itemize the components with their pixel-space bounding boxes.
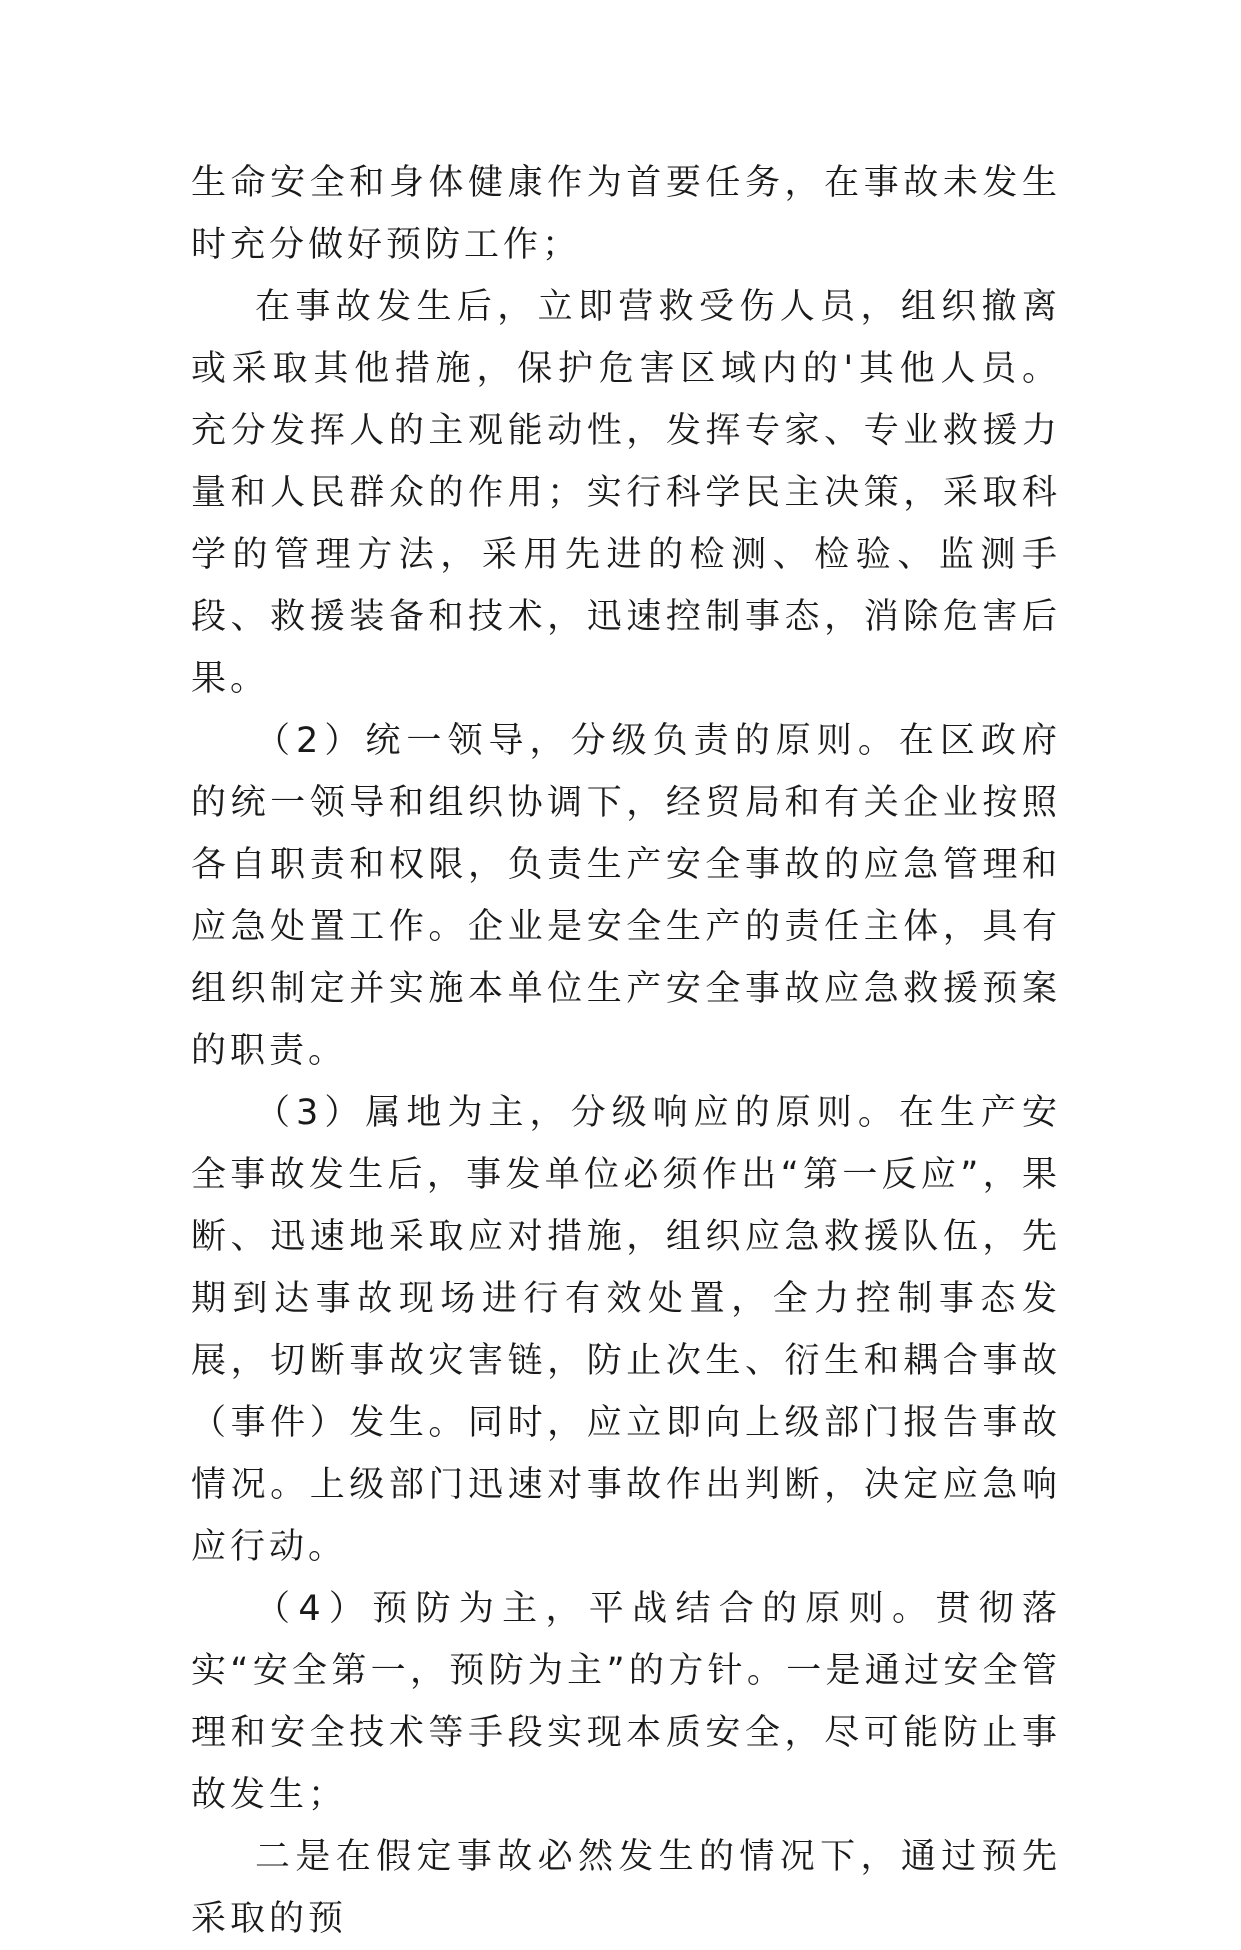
paragraph-6: 二是在假定事故必然发生的情况下，通过预先采取的预 bbox=[191, 1837, 1061, 1939]
paragraph-1: 生命安全和身体健康作为首要任务，在事故未发生时充分做好预防工作； bbox=[191, 163, 1061, 265]
paragraph-3: （2）统一领导，分级负责的原则。在区政府的统一领导和组织协调下，经贸局和有关企业按照各自职责和权限，负责生产安全事故的应急管理和应急处置工作。企业是安全生产的责任主体，具有组织制定并实施本单位生产安全事故应急救援预案的职责。 bbox=[191, 721, 1061, 1071]
paragraph-4: （3）属地为主，分级响应的原则。在生产安全事故发生后，事发单位必须作出“第一反应”，果断、迅速地采取应对措施，组织应急救援队伍，先期到达事故现场进行有效处置，全力控制事态发展，切断事故灾害链，防止次生、衍生和耦合事故（事件）发生。同时，应立即向上级部门报告事故情况。上级部门迅速对事故作出判断，决定应急响应行动。 bbox=[191, 1093, 1061, 1567]
paragraph-5: （4）预防为主，平战结合的原则。贯彻落实“安全第一，预防为主”的方针。一是通过安全管理和安全技术等手段实现本质安全，尽可能防止事故发生； bbox=[191, 1589, 1061, 1815]
paragraph-2: 在事故发生后，立即营救受伤人员，组织撤离或采取其他措施，保护危害区域内的'其他人员。充分发挥人的主观能动性，发挥专家、专业救援力量和人民群众的作用；实行科学民主决策，采取科学的管理方法，采用先进的检测、检验、监测手段、救援装备和技术，迅速控制事态，消除危害后果。 bbox=[191, 287, 1061, 699]
document-body bbox=[191, 152, 1061, 1950]
